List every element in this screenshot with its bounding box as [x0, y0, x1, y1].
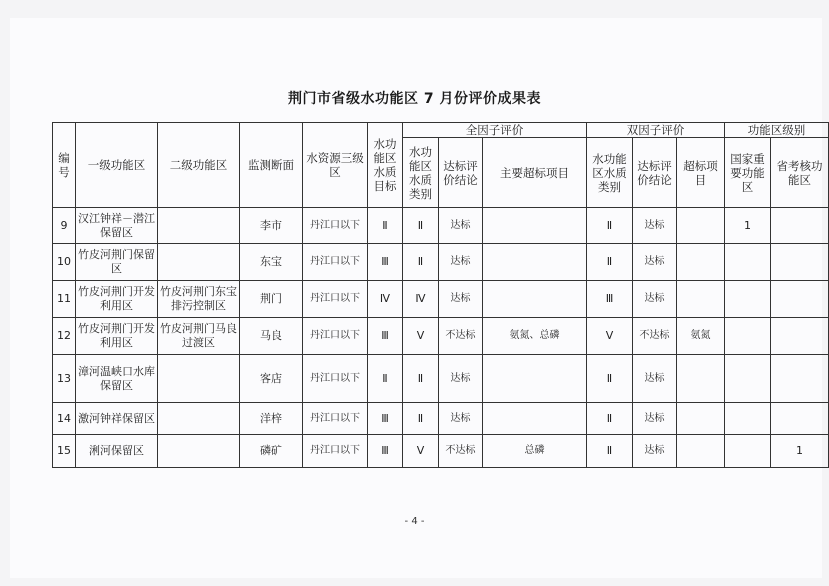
cell-full-result: 达标: [439, 355, 483, 403]
cell-dual-class: Ⅱ: [587, 403, 633, 435]
cell-level1: 竹皮河荆门开发利用区: [76, 281, 158, 318]
cell-level2: 竹皮河荆门马良过渡区: [158, 318, 240, 355]
cell-full-result: 达标: [439, 244, 483, 281]
cell-dual-exceed: [677, 244, 725, 281]
cell-no: 14: [53, 403, 76, 435]
cell-zone3: 丹江口以下: [303, 355, 368, 403]
cell-national: [725, 281, 771, 318]
cell-provincial: [771, 403, 829, 435]
cell-full-class: Ⅴ: [403, 318, 439, 355]
cell-dual-class: Ⅱ: [587, 244, 633, 281]
header-full-class: 水功能区水质类别: [403, 138, 439, 208]
cell-provincial: [771, 244, 829, 281]
header-provincial: 省考核功能区: [771, 138, 829, 208]
cell-dual-result: 达标: [633, 435, 677, 468]
table-row: [53, 244, 829, 281]
cell-level1: 激河钟祥保留区: [76, 403, 158, 435]
table-row: [53, 281, 829, 318]
cell-level2: [158, 403, 240, 435]
table-row: [53, 355, 829, 403]
cell-dual-result: 达标: [633, 208, 677, 244]
cell-national: [725, 244, 771, 281]
cell-target: Ⅱ: [368, 355, 403, 403]
cell-target: Ⅲ: [368, 244, 403, 281]
cell-full-result: 达标: [439, 208, 483, 244]
cell-dual-class: Ⅱ: [587, 208, 633, 244]
cell-dual-exceed: [677, 355, 725, 403]
cell-national: [725, 355, 771, 403]
cell-dual-exceed: [677, 281, 725, 318]
evaluation-table: [52, 122, 829, 468]
table-row: [53, 208, 829, 244]
table-row: [53, 403, 829, 435]
header-national: 国家重要功能区: [725, 138, 771, 208]
cell-section: 马良: [240, 318, 303, 355]
table-row: [53, 318, 829, 355]
cell-dual-exceed: [677, 435, 725, 468]
cell-no: 11: [53, 281, 76, 318]
cell-full-result: 达标: [439, 281, 483, 318]
header-full-group: 全因子评价: [403, 123, 587, 138]
cell-full-result: 不达标: [439, 318, 483, 355]
cell-dual-class: Ⅲ: [587, 281, 633, 318]
header-dual-class: 水功能区水质类别: [587, 138, 633, 208]
header-level-group: 功能区级别: [725, 123, 829, 138]
cell-full-class: Ⅱ: [403, 244, 439, 281]
cell-provincial: [771, 281, 829, 318]
header-full-exceed: 主要超标项目: [483, 138, 587, 208]
cell-zone3: 丹江口以下: [303, 318, 368, 355]
page-title: 荆门市省级水功能区 7 月份评价成果表: [288, 91, 541, 107]
cell-full-class: Ⅱ: [403, 208, 439, 244]
header-zone3: 水资源三级区: [303, 123, 368, 208]
header-dual-exceed: 超标项目: [677, 138, 725, 208]
table-body: [53, 208, 829, 468]
cell-zone3: 丹江口以下: [303, 403, 368, 435]
cell-zone3: 丹江口以下: [303, 208, 368, 244]
cell-full-exceed: [483, 281, 587, 318]
page-number: - 4 -: [404, 516, 425, 527]
cell-target: Ⅲ: [368, 318, 403, 355]
cell-provincial: [771, 318, 829, 355]
cell-provincial: [771, 208, 829, 244]
cell-dual-result: 达标: [633, 281, 677, 318]
header-target: 水功能区水质目标: [368, 123, 403, 208]
cell-level2: [158, 355, 240, 403]
cell-full-exceed: [483, 208, 587, 244]
cell-full-class: Ⅴ: [403, 435, 439, 468]
cell-no: 15: [53, 435, 76, 468]
header-section: 监测断面: [240, 123, 303, 208]
cell-section: 李市: [240, 208, 303, 244]
cell-section: 客店: [240, 355, 303, 403]
cell-dual-class: Ⅱ: [587, 355, 633, 403]
cell-level1: 竹皮河荆门开发利用区: [76, 318, 158, 355]
header-level1: 一级功能区: [76, 123, 158, 208]
cell-target: Ⅲ: [368, 435, 403, 468]
cell-zone3: 丹江口以下: [303, 244, 368, 281]
cell-no: 12: [53, 318, 76, 355]
cell-full-class: Ⅳ: [403, 281, 439, 318]
header-level2: 二级功能区: [158, 123, 240, 208]
header-no: 编号: [53, 123, 76, 208]
cell-level2: [158, 208, 240, 244]
header-dual-result: 达标评价结论: [633, 138, 677, 208]
cell-full-result: 达标: [439, 403, 483, 435]
cell-national: [725, 435, 771, 468]
cell-section: 荆门: [240, 281, 303, 318]
cell-full-class: Ⅱ: [403, 355, 439, 403]
cell-provincial: 1: [771, 435, 829, 468]
header-dual-group: 双因子评价: [587, 123, 725, 138]
cell-target: Ⅳ: [368, 281, 403, 318]
cell-section: 东宝: [240, 244, 303, 281]
cell-zone3: 丹江口以下: [303, 435, 368, 468]
cell-level2: 竹皮河荆门东宝排污控制区: [158, 281, 240, 318]
cell-dual-class: Ⅴ: [587, 318, 633, 355]
header-full-result: 达标评价结论: [439, 138, 483, 208]
cell-full-class: Ⅱ: [403, 403, 439, 435]
cell-full-exceed: [483, 355, 587, 403]
cell-full-result: 不达标: [439, 435, 483, 468]
cell-dual-result: 达标: [633, 355, 677, 403]
cell-section: 磷矿: [240, 435, 303, 468]
cell-provincial: [771, 355, 829, 403]
cell-level1: 浰河保留区: [76, 435, 158, 468]
cell-full-exceed: [483, 403, 587, 435]
cell-national: [725, 403, 771, 435]
cell-zone3: 丹江口以下: [303, 281, 368, 318]
cell-dual-exceed: [677, 208, 725, 244]
cell-dual-result: 达标: [633, 403, 677, 435]
cell-target: Ⅱ: [368, 208, 403, 244]
cell-no: 13: [53, 355, 76, 403]
cell-national: 1: [725, 208, 771, 244]
table-row: [53, 435, 829, 468]
cell-full-exceed: 总磷: [483, 435, 587, 468]
cell-level2: [158, 435, 240, 468]
cell-section: 洋梓: [240, 403, 303, 435]
cell-dual-result: 达标: [633, 244, 677, 281]
cell-dual-result: 不达标: [633, 318, 677, 355]
cell-level1: 漳河温峡口水库保留区: [76, 355, 158, 403]
cell-dual-exceed: [677, 403, 725, 435]
cell-no: 10: [53, 244, 76, 281]
cell-no: 9: [53, 208, 76, 244]
cell-level2: [158, 244, 240, 281]
cell-target: Ⅲ: [368, 403, 403, 435]
cell-level1: 竹皮河荆门保留区: [76, 244, 158, 281]
cell-dual-class: Ⅱ: [587, 435, 633, 468]
cell-full-exceed: [483, 244, 587, 281]
cell-national: [725, 318, 771, 355]
cell-dual-exceed: 氨氮: [677, 318, 725, 355]
cell-full-exceed: 氨氮、总磷: [483, 318, 587, 355]
cell-level1: 汉江钟祥－潜江保留区: [76, 208, 158, 244]
